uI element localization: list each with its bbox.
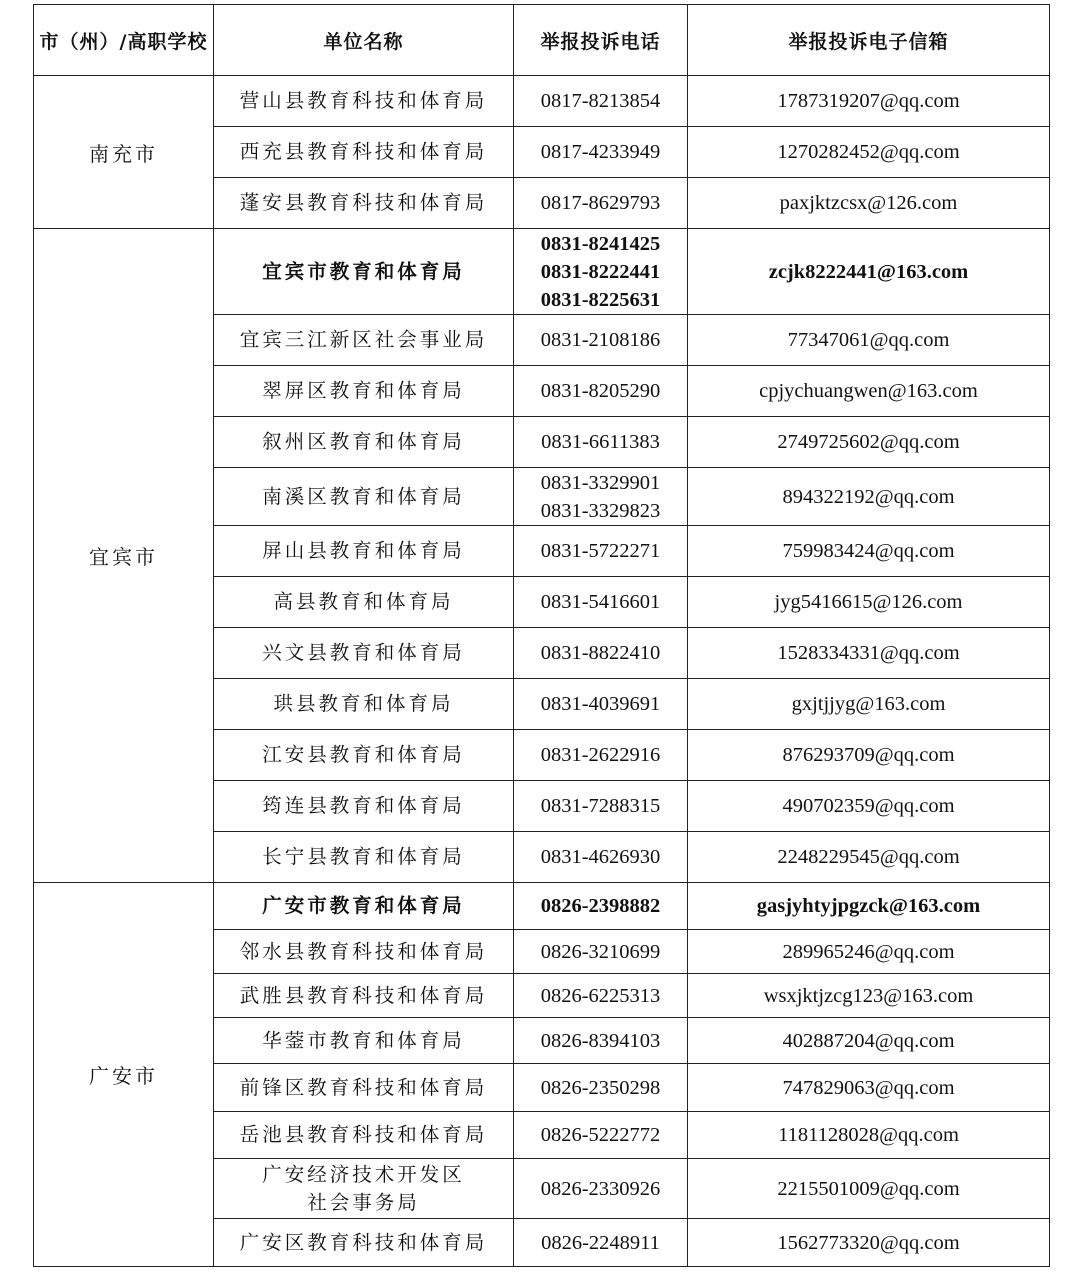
phone-cell (514, 76, 688, 127)
phone-cell (514, 577, 688, 628)
unit-cell (214, 1018, 514, 1064)
phone-number: 0831-7288315 (540, 795, 661, 817)
phone-cell (514, 930, 688, 974)
email-address: paxjktzcsx@126.com (688, 178, 1050, 229)
unit-cell (214, 679, 514, 730)
email-address: jyg5416615@126.com (688, 577, 1050, 628)
email-address: gasjyhtyjpgzck@163.com (688, 883, 1050, 930)
email-address: 402887204@qq.com (688, 1018, 1050, 1064)
unit-cell (214, 883, 514, 930)
phone-number: 0826-5222772 (540, 1124, 661, 1146)
city-cell: 广安市 (34, 883, 214, 1267)
email-address: cpjychuangwen@163.com (688, 366, 1050, 417)
unit-name: 岳池县教育科技和体育局 (239, 1123, 488, 1146)
phone-cell (514, 468, 688, 526)
header-phone: 举报投诉电话 (514, 5, 688, 76)
table-row (34, 883, 1050, 930)
unit-cell (214, 832, 514, 883)
unit-name: 前锋区教育科技和体育局 (239, 1075, 488, 1099)
unit-name: 高县教育和体育局 (273, 590, 454, 613)
unit-name: 邻水县教育科技和体育局 (239, 939, 488, 963)
unit-cell (214, 1219, 514, 1267)
phone-number: 0826-3210699 (540, 940, 661, 963)
table-row (34, 76, 1050, 127)
email-address: 1562773320@qq.com (688, 1219, 1050, 1267)
phone-number: 0831-8822410 (540, 642, 661, 664)
unit-name: 蓬安县教育科技和体育局 (239, 191, 488, 214)
phone-cell (514, 1064, 688, 1112)
unit-name: 社会事务局 (307, 1190, 420, 1214)
unit-name: 筠连县教育和体育局 (262, 794, 465, 817)
unit-name: 珙县教育和体育局 (273, 692, 454, 715)
unit-name: 广安区教育科技和体育局 (239, 1230, 488, 1254)
phone-number: 0826-2350298 (540, 1076, 661, 1099)
phone-number: 0831-8222441 (540, 260, 661, 283)
phone-cell (514, 526, 688, 577)
phone-cell (514, 1112, 688, 1159)
table-body (34, 76, 1050, 1267)
email-address: 1528334331@qq.com (688, 628, 1050, 679)
unit-name: 南溪区教育和体育局 (262, 484, 465, 508)
email-address: 1270282452@qq.com (688, 127, 1050, 178)
unit-name: 兴文县教育和体育局 (262, 641, 465, 664)
phone-cell (514, 127, 688, 178)
phone-cell (514, 628, 688, 679)
table-row (34, 229, 1050, 315)
unit-name: 广安市教育和体育局 (262, 894, 465, 917)
unit-cell (214, 127, 514, 178)
unit-name: 武胜县教育科技和体育局 (239, 983, 488, 1007)
unit-cell (214, 468, 514, 526)
email-address: 876293709@qq.com (688, 730, 1050, 781)
unit-cell (214, 781, 514, 832)
email-address: gxjtjjyg@163.com (688, 679, 1050, 730)
phone-cell (514, 974, 688, 1018)
phone-cell (514, 730, 688, 781)
phone-cell (514, 315, 688, 366)
phone-cell (514, 229, 688, 315)
unit-name: 江安县教育和体育局 (262, 743, 465, 766)
email-address: 1787319207@qq.com (688, 76, 1050, 127)
phone-cell (514, 832, 688, 883)
email-address: 759983424@qq.com (688, 526, 1050, 577)
header-unit: 单位名称 (214, 5, 514, 76)
phone-number: 0826-2330926 (540, 1177, 661, 1200)
email-address: 1181128028@qq.com (688, 1112, 1050, 1159)
unit-name: 叙州区教育和体育局 (262, 430, 465, 453)
unit-name: 广安经济技术开发区 (262, 1162, 465, 1186)
phone-cell (514, 366, 688, 417)
contact-table (33, 4, 1050, 1267)
phone-cell (514, 1159, 688, 1219)
unit-cell (214, 974, 514, 1018)
unit-name: 翠屏区教育和体育局 (262, 379, 465, 402)
phone-number: 0826-2398882 (540, 895, 661, 917)
unit-cell (214, 628, 514, 679)
unit-cell (214, 417, 514, 468)
city-cell: 南充市 (34, 76, 214, 229)
phone-number: 0817-8213854 (540, 90, 661, 112)
email-address: 2215501009@qq.com (688, 1159, 1050, 1219)
phone-number: 0817-4233949 (540, 141, 661, 163)
unit-cell (214, 577, 514, 628)
phone-number: 0831-4039691 (540, 693, 661, 715)
unit-cell (214, 526, 514, 577)
phone-cell (514, 883, 688, 930)
email-address: 747829063@qq.com (688, 1064, 1050, 1112)
phone-number: 0826-8394103 (540, 1029, 661, 1052)
phone-number: 0831-3329823 (540, 499, 661, 522)
email-address: 2749725602@qq.com (688, 417, 1050, 468)
city-cell: 宜宾市 (34, 229, 214, 883)
phone-cell (514, 417, 688, 468)
phone-number: 0831-8241425 (540, 232, 661, 255)
unit-cell (214, 229, 514, 315)
unit-cell (214, 76, 514, 127)
unit-cell (214, 1064, 514, 1112)
unit-cell (214, 315, 514, 366)
email-address: wsxjktjzcg123@163.com (688, 974, 1050, 1018)
email-address: 490702359@qq.com (688, 781, 1050, 832)
header-email: 举报投诉电子信箱 (688, 5, 1050, 76)
phone-number: 0831-2108186 (540, 329, 661, 351)
unit-name: 西充县教育科技和体育局 (239, 140, 488, 163)
phone-cell (514, 679, 688, 730)
email-address: zcjk8222441@163.com (688, 229, 1050, 315)
phone-number: 0831-8205290 (540, 380, 661, 402)
email-address: 2248229545@qq.com (688, 832, 1050, 883)
phone-number: 0831-5722271 (540, 540, 661, 562)
email-address: 289965246@qq.com (688, 930, 1050, 974)
phone-cell (514, 1018, 688, 1064)
unit-name: 长宁县教育和体育局 (262, 845, 465, 868)
phone-number: 0831-6611383 (541, 431, 660, 453)
phone-number: 0831-4626930 (540, 846, 661, 868)
email-address: 77347061@qq.com (688, 315, 1050, 366)
unit-cell (214, 730, 514, 781)
phone-cell (514, 1219, 688, 1267)
phone-number: 0817-8629793 (540, 192, 661, 214)
unit-cell (214, 1159, 514, 1219)
unit-cell (214, 1112, 514, 1159)
phone-number: 0826-6225313 (540, 984, 661, 1007)
unit-name: 华蓥市教育和体育局 (262, 1028, 465, 1052)
phone-cell (514, 781, 688, 832)
unit-cell (214, 178, 514, 229)
email-address: 894322192@qq.com (688, 468, 1050, 526)
unit-cell (214, 366, 514, 417)
phone-cell (514, 178, 688, 229)
header-city: 市（州）/高职学校 (34, 5, 214, 76)
phone-number: 0831-8225631 (540, 288, 661, 311)
unit-name: 屏山县教育和体育局 (262, 539, 465, 562)
unit-name: 宜宾三江新区社会事业局 (239, 328, 488, 351)
phone-number: 0831-3329901 (540, 471, 661, 494)
unit-cell (214, 930, 514, 974)
unit-name: 宜宾市教育和体育局 (262, 259, 465, 283)
phone-number: 0831-5416601 (540, 591, 661, 613)
phone-number: 0831-2622916 (540, 744, 661, 766)
phone-number: 0826-2248911 (541, 1231, 660, 1254)
header-row (34, 5, 1050, 76)
unit-name: 营山县教育科技和体育局 (239, 89, 488, 112)
